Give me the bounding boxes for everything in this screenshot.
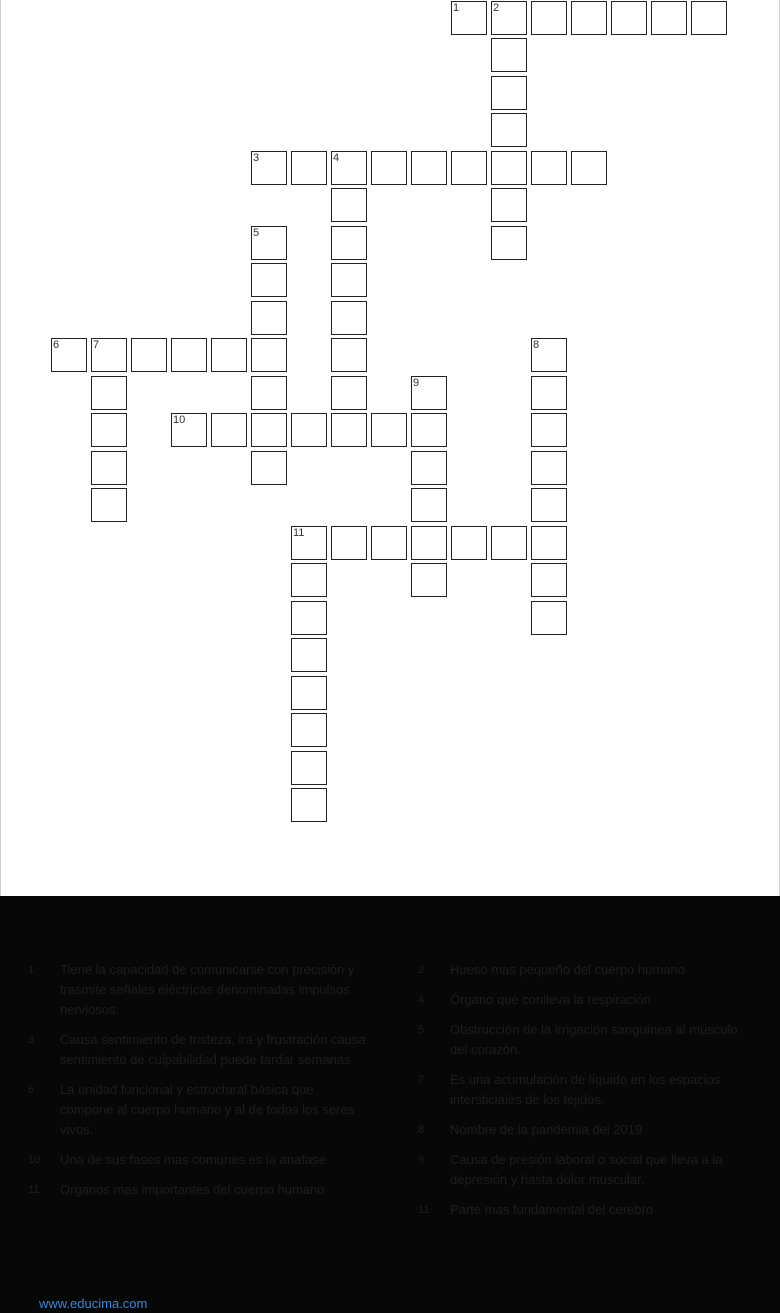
grid-cell[interactable] [371, 413, 407, 447]
clue-item-text: Tiene la capacidad de comunicarse con precisión y trasmite señales eléctricas denominadas impulsos nerviosos. [60, 962, 355, 1017]
clue-item [418, 990, 758, 1010]
grid-cell[interactable] [491, 151, 527, 185]
clue-item-text: Es una acumulación de líquido en los espacios intersticiales de los tejidos. [450, 1072, 721, 1107]
clue-number: 3 [253, 151, 260, 164]
grid-cell[interactable] [331, 338, 367, 372]
grid-cell[interactable] [331, 413, 367, 447]
clue-item-number: 7 [418, 1074, 425, 1086]
clue-item-text: Organos mas importantes del cuerpo humano [60, 1182, 325, 1197]
grid-cell[interactable] [291, 563, 327, 597]
clue-item-text: La unidad funcional y estructural básica que compone al cuerpo humano y al de todos los seres vivos. [60, 1082, 355, 1137]
grid-cell[interactable] [411, 563, 447, 597]
grid-cell[interactable] [291, 713, 327, 747]
grid-cell[interactable] [491, 76, 527, 110]
grid-cell[interactable] [331, 226, 367, 260]
grid-cell[interactable] [531, 151, 567, 185]
grid-cell[interactable] [531, 1, 567, 35]
clue-item [28, 1150, 368, 1170]
clue-item-number: 11 [28, 1184, 40, 1196]
grid-cell[interactable] [331, 151, 367, 185]
grid-cell[interactable] [91, 413, 127, 447]
grid-cell[interactable] [251, 376, 287, 410]
clue-number: 8 [533, 339, 540, 351]
grid-cell[interactable] [91, 451, 127, 485]
grid-cell[interactable] [611, 1, 647, 35]
grid-cell[interactable] [411, 151, 447, 185]
clue-item-text: Órgano que conlleva la respiración [450, 992, 651, 1007]
clue-item-number: 6 [28, 1084, 35, 1096]
grid-cell[interactable] [531, 376, 567, 410]
grid-cell[interactable] [51, 338, 87, 372]
clue-item-text: Causa de presión laboral o social que lleva a la depresión y hasta dolor muscular. [450, 1152, 723, 1187]
grid-cell[interactable] [371, 526, 407, 560]
clue-item-text: Hueso mas pequeño del cuerpo humano [450, 962, 685, 977]
grid-cell[interactable] [251, 338, 287, 372]
grid-cell[interactable] [531, 413, 567, 447]
grid-cell[interactable] [491, 1, 527, 35]
clue-item [28, 1030, 368, 1070]
clue-number: 2 [493, 1, 500, 14]
grid-cell[interactable] [331, 263, 367, 297]
clue-item-number: 10 [28, 1154, 41, 1166]
clue-item-number: 11 [418, 1204, 430, 1216]
grid-cell[interactable] [451, 151, 487, 185]
grid-cell[interactable] [91, 376, 127, 410]
grid-cell[interactable] [291, 601, 327, 635]
clue-item-text: Obstrucción de la irrigación sanguínea al músculo del corazón. [450, 1022, 738, 1057]
grid-cell[interactable] [411, 376, 447, 410]
clue-item-number: 8 [418, 1124, 425, 1136]
clue-item [418, 1020, 758, 1060]
clue-item [418, 960, 758, 980]
grid-cell[interactable] [211, 338, 247, 372]
clue-number: 7 [93, 339, 100, 351]
grid-cell[interactable] [451, 526, 487, 560]
clue-number: 11 [293, 526, 305, 539]
clue-item-number: 2 [418, 964, 425, 976]
grid-cell[interactable] [571, 151, 607, 185]
grid-cell[interactable] [91, 338, 127, 372]
grid-cell[interactable] [171, 338, 207, 372]
clues-panel [0, 896, 780, 1313]
grid-cell[interactable] [291, 526, 327, 560]
grid-cell[interactable] [531, 563, 567, 597]
grid-cell[interactable] [131, 338, 167, 372]
clue-item-text: Causa sentimiento de tristeza, ira y frustración causa sentimiento de culpabilidad puede tardar semanas [60, 1032, 366, 1067]
grid-cell[interactable] [251, 151, 287, 185]
clue-number: 10 [173, 414, 186, 426]
grid-cell[interactable] [411, 451, 447, 485]
grid-cell[interactable] [291, 413, 327, 447]
grid-cell[interactable] [491, 526, 527, 560]
grid-cell[interactable] [491, 38, 527, 72]
grid-cell[interactable] [331, 301, 367, 335]
grid-cell[interactable] [291, 151, 327, 185]
clue-item-number: 4 [418, 994, 425, 1006]
grid-cell[interactable] [491, 226, 527, 260]
grid-cell[interactable] [571, 1, 607, 35]
grid-cell[interactable] [331, 376, 367, 410]
clue-item-text: Nombre de la pandemia del 2019 [450, 1122, 643, 1137]
clue-number: 5 [253, 226, 260, 239]
grid-cell[interactable] [91, 488, 127, 522]
grid-cell[interactable] [291, 676, 327, 710]
grid-cell[interactable] [451, 1, 487, 35]
grid-cell[interactable] [491, 113, 527, 147]
grid-cell[interactable] [651, 1, 687, 35]
grid-cell[interactable] [251, 226, 287, 260]
grid-cell[interactable] [291, 751, 327, 785]
grid-cell[interactable] [291, 788, 327, 822]
grid-cell[interactable] [491, 188, 527, 222]
grid-cell[interactable] [691, 1, 727, 35]
clue-item [28, 1080, 368, 1140]
clue-item [418, 1200, 758, 1220]
clue-item-number: 3 [28, 1034, 35, 1046]
grid-cell[interactable] [531, 451, 567, 485]
grid-cell[interactable] [411, 526, 447, 560]
grid-cell[interactable] [531, 338, 567, 372]
grid-cell[interactable] [411, 413, 447, 447]
clue-item [418, 1120, 758, 1140]
grid-cell[interactable] [531, 488, 567, 522]
clue-item-number: 9 [418, 1154, 425, 1166]
grid-cell[interactable] [291, 638, 327, 672]
grid-cell[interactable] [531, 601, 567, 635]
clues-left-column [28, 960, 368, 1210]
educima-link[interactable]: www.educima.com [39, 1296, 148, 1311]
clue-number: 9 [413, 376, 420, 389]
clue-item [418, 1070, 758, 1110]
clues-right-column [418, 960, 758, 1230]
clue-item-text: Una de sus fases mas comunes es la anafase [60, 1152, 326, 1167]
grid-cell[interactable] [411, 488, 447, 522]
grid-cell[interactable] [251, 301, 287, 335]
grid-cell[interactable] [251, 413, 287, 447]
clue-number: 4 [333, 151, 340, 164]
grid-cell[interactable] [531, 526, 567, 560]
grid-cell[interactable] [171, 413, 207, 447]
grid-cell[interactable] [331, 188, 367, 222]
clue-item-number: 5 [418, 1024, 425, 1036]
clue-item [418, 1150, 758, 1190]
grid-cell[interactable] [251, 451, 287, 485]
grid-cell[interactable] [371, 151, 407, 185]
clue-item [28, 960, 368, 1020]
clue-number: 1 [453, 1, 460, 14]
grid-cell[interactable] [331, 526, 367, 560]
clue-number: 6 [53, 339, 60, 351]
clue-item [28, 1180, 368, 1200]
grid-cell[interactable] [211, 413, 247, 447]
grid-cell[interactable] [251, 263, 287, 297]
clue-item-number: 1 [28, 964, 35, 976]
clue-item-text: Parte mas fundamental del cerebro [450, 1202, 654, 1217]
